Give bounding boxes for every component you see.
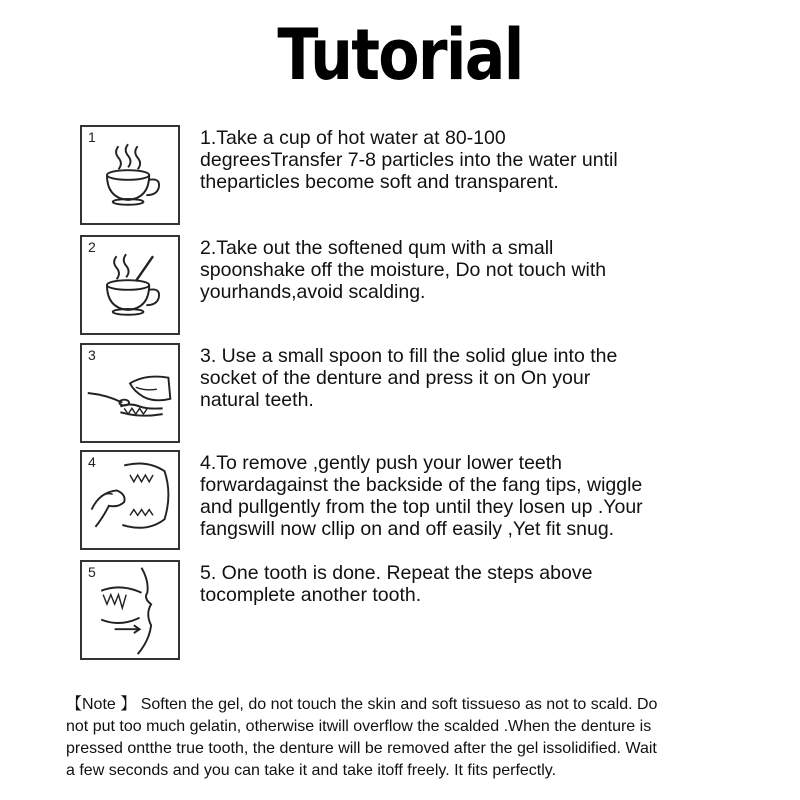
step-3 <box>80 343 780 443</box>
face-profile-fang-icon <box>82 562 178 658</box>
step-number: 4 <box>88 454 96 470</box>
note-paragraph <box>66 694 778 782</box>
step-number: 3 <box>88 347 96 363</box>
step-3-text <box>200 345 780 411</box>
step-5-illustration <box>80 560 180 660</box>
step-3-illustration <box>80 343 180 443</box>
step-text-line: 3. Use a small spoon to fill the solid glue into the <box>200 345 618 367</box>
step-1 <box>80 125 780 225</box>
step-number: 1 <box>88 129 96 145</box>
cup-with-spoon-icon <box>82 237 178 333</box>
step-number: 2 <box>88 239 96 255</box>
step-1-illustration <box>80 125 180 225</box>
step-2-text <box>200 237 780 303</box>
step-5 <box>80 560 780 660</box>
step-4-text <box>200 452 780 540</box>
step-text-line: 4.To remove ,gently push your lower teeth <box>200 452 563 474</box>
step-text-line: degreesTransfer 7-8 particles into the water until <box>200 149 618 171</box>
step-text-line: and pullgently from the top until they losen up .Your <box>200 496 643 518</box>
note-line: not put too much gelatin, otherwise itwill overflow the scalded .When the denture is <box>66 718 652 735</box>
note-line: a few seconds and you can take it and take itoff freely. It fits perfectly. <box>66 762 557 779</box>
steaming-cup-icon <box>82 127 178 223</box>
step-2-illustration <box>80 235 180 335</box>
step-text-line: forwardagainst the backside of the fang tips, wiggle <box>200 474 643 496</box>
step-number: 5 <box>88 564 96 580</box>
step-text-line: 5. One tooth is done. Repeat the steps above <box>200 562 593 584</box>
step-text-line: fangswill now cllip on and off easily ,Yet fit snug. <box>200 518 615 540</box>
step-text-line: 2.Take out the softened qum with a small <box>200 237 554 259</box>
step-5-text <box>200 562 780 606</box>
step-text-line: 1.Take a cup of hot water at 80-100 <box>200 127 506 149</box>
step-4 <box>80 450 780 550</box>
step-1-text <box>200 127 780 193</box>
page-title: Tutorial <box>277 14 523 96</box>
step-text-line: yourhands,avoid scalding. <box>200 281 426 303</box>
step-text-line: spoonshake off the moisture, Do not touch with <box>200 259 607 281</box>
hand-spoon-denture-icon <box>82 345 178 441</box>
step-text-line: natural teeth. <box>200 389 314 411</box>
hand-mouth-teeth-icon <box>82 452 178 548</box>
step-text-line: socket of the denture and press it on On your <box>200 367 591 389</box>
step-text-line: theparticles become soft and transparent. <box>200 171 559 193</box>
step-text-line: tocomplete another tooth. <box>200 584 422 606</box>
step-4-illustration <box>80 450 180 550</box>
step-2 <box>80 235 780 335</box>
note-line: 【Note 】 Soften the gel, do not touch the skin and soft tissueso as not to scald. Do <box>66 696 658 713</box>
note-line: pressed ontthe true tooth, the denture will be removed after the gel issolidified. Wait <box>66 740 657 757</box>
